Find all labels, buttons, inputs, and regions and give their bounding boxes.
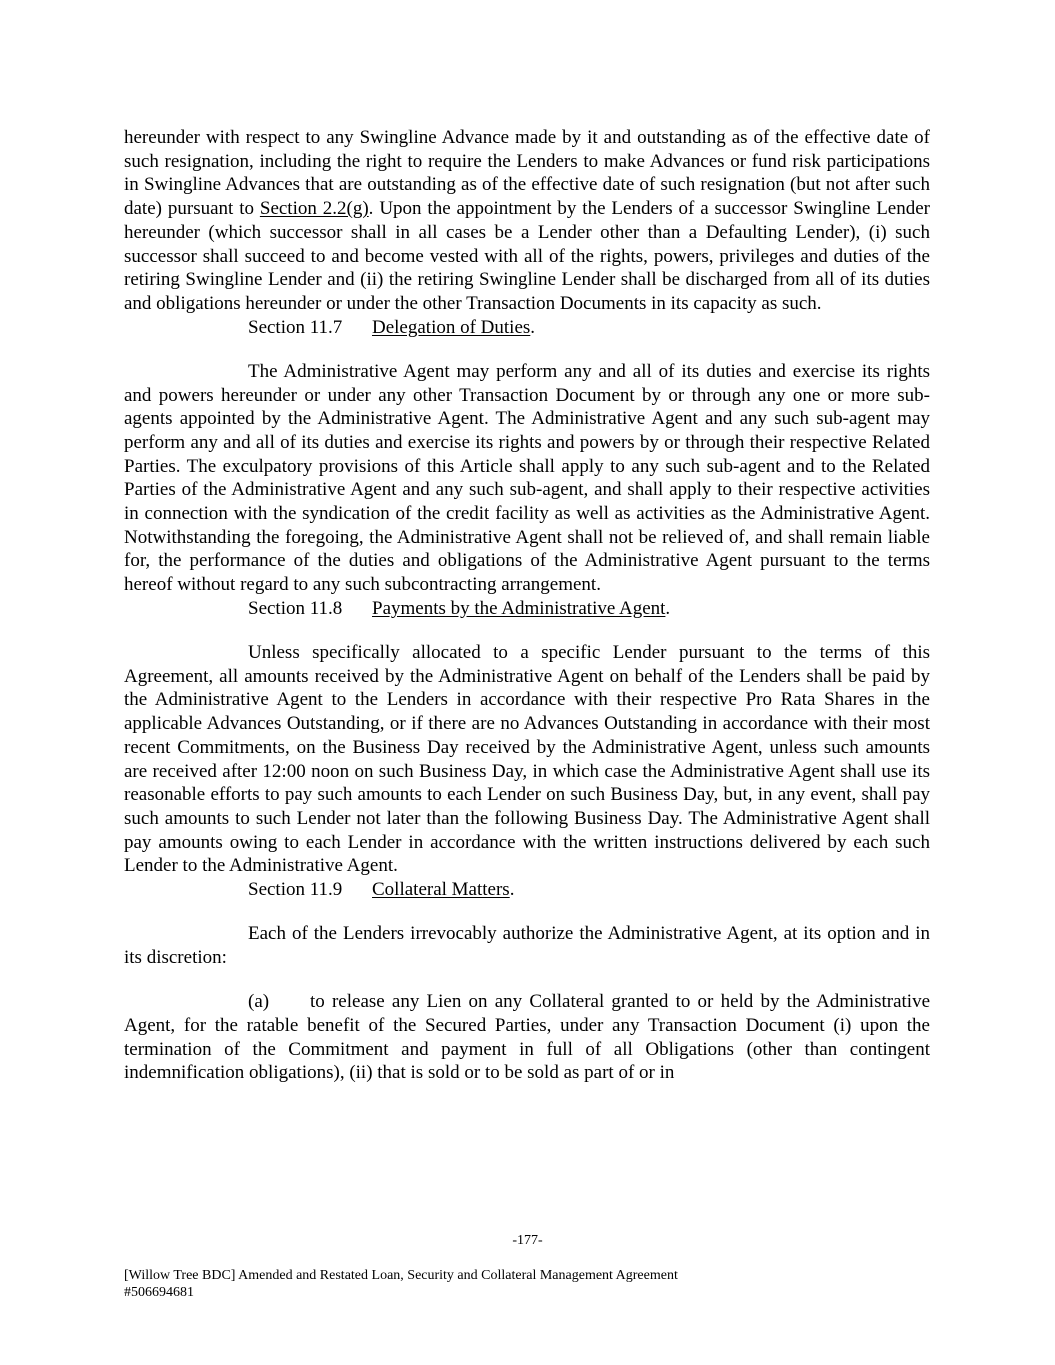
section-body-11-7: The Administrative Agent may perform any and all of its duties and exercise its rights and powers hereunder or under any other Transaction Document by or through any one or more sub-agents appointed by the Administrative Agent. The Administrative Agent and any such sub-agent may perform any and all of its duties and exercise its rights and powers by or through their respective Related Parties. The exculpatory provisions of this Article shall apply to any such sub-agent and to the Related Parties of the Administrative Agent and any such sub-agent, and shall apply to their respective activities in connection with the syndication of the credit facility as well as activities as the Administrative Agent. Notwithstanding the foregoing, the Administrative Agent shall not be relieved of, and shall remain liable for, the performance of the duties and obligations of the Administrative Agent pursuant to the terms hereof without regard to any such subcontracting arrangement. xyxy=(124,360,930,596)
clause-text: to release any Lien on any Collateral granted to or held by the Administrative Agent, for the ratable benefit of the Secured Parties, under any Transaction Document (i) upon the termination of the Commitment and payment in full of all Obligations (other than contingent indemnification obligations), (ii) that is sold or to be sold as part of or in xyxy=(124,991,930,1084)
section-body-11-8: Unless specifically allocated to a specific Lender pursuant to the terms of this Agreement, all amounts received by the Administrative Agent on behalf of the Lenders shall be paid by the Administrative Agent to the Lenders in accordance with their respective Pro Rata Shares in the applicable Advances Outstanding, or if there are no Advances Outstanding in accordance with their most recent Commitments, on the Business Day received by the Administrative Agent, unless such amounts are received after 12:00 noon on such Business Day, in which case the Administrative Agent shall use its reasonable efforts to pay such amounts to each Lender on such Business Day, but, in any event, shall pay such amounts to such Lender not later than the following Business Day. The Administrative Agent shall pay amounts owing to each Lender in accordance with the written instructions delivered by each such Lender to the Administrative Agent. xyxy=(124,642,930,877)
footer-title: [Willow Tree BDC] Amended and Restated Loan, Security and Collateral Management Agreement xyxy=(124,1268,678,1283)
section-title: Payments by the Administrative Agent xyxy=(372,597,666,619)
section-body-11-9: Each of the Lenders irrevocably authorize the Administrative Agent, at its option and in its discretion: xyxy=(124,923,930,968)
section-title-suffix: . xyxy=(530,316,536,338)
clause-a xyxy=(124,990,930,1085)
paragraph-swingline-resignation xyxy=(124,126,930,316)
clause-label: (a) xyxy=(248,991,270,1013)
document-body xyxy=(124,126,930,1085)
section-heading-11-8 xyxy=(124,597,930,621)
footer xyxy=(124,1267,678,1301)
section-title-suffix: . xyxy=(665,597,671,619)
paragraph-text: hereunder with respect to any Swingline Advance made by it and outstanding as of the effective date of such resignation, including the right to require the Lenders to make Advances or fund risk participations in Swingline Advances that are outstanding as of the effective date of such resignation (but not after such date) pursuant to xyxy=(124,127,930,220)
section-reference: Section 2.2(g) xyxy=(259,198,369,220)
section-number: Section 11.8 xyxy=(248,597,343,619)
section-title: Delegation of Duties xyxy=(372,316,531,338)
section-heading-11-9 xyxy=(124,878,930,902)
section-heading-11-7 xyxy=(124,316,930,340)
section-title: Collateral Matters xyxy=(372,879,510,901)
section-title-suffix: . xyxy=(509,879,515,901)
footer-doc-id: #506694681 xyxy=(124,1285,194,1300)
paragraph-text: . Upon the appointment by the Lenders of a successor Swingline Lender hereunder (which successor shall in all cases be a Lender other than a Defaulting Lender), (i) such successor shall succeed to and become vested with all of the rights, powers, privileges and duties of the retiring Swingline Lender and (ii) the retiring Swingline Lender shall be discharged from all of its duties and obligations hereunder or under the other Transaction Documents in its capacity as such. xyxy=(124,198,930,314)
page-number: -177- xyxy=(512,1233,543,1248)
section-number: Section 11.9 xyxy=(248,879,343,901)
section-number: Section 11.7 xyxy=(248,316,343,338)
